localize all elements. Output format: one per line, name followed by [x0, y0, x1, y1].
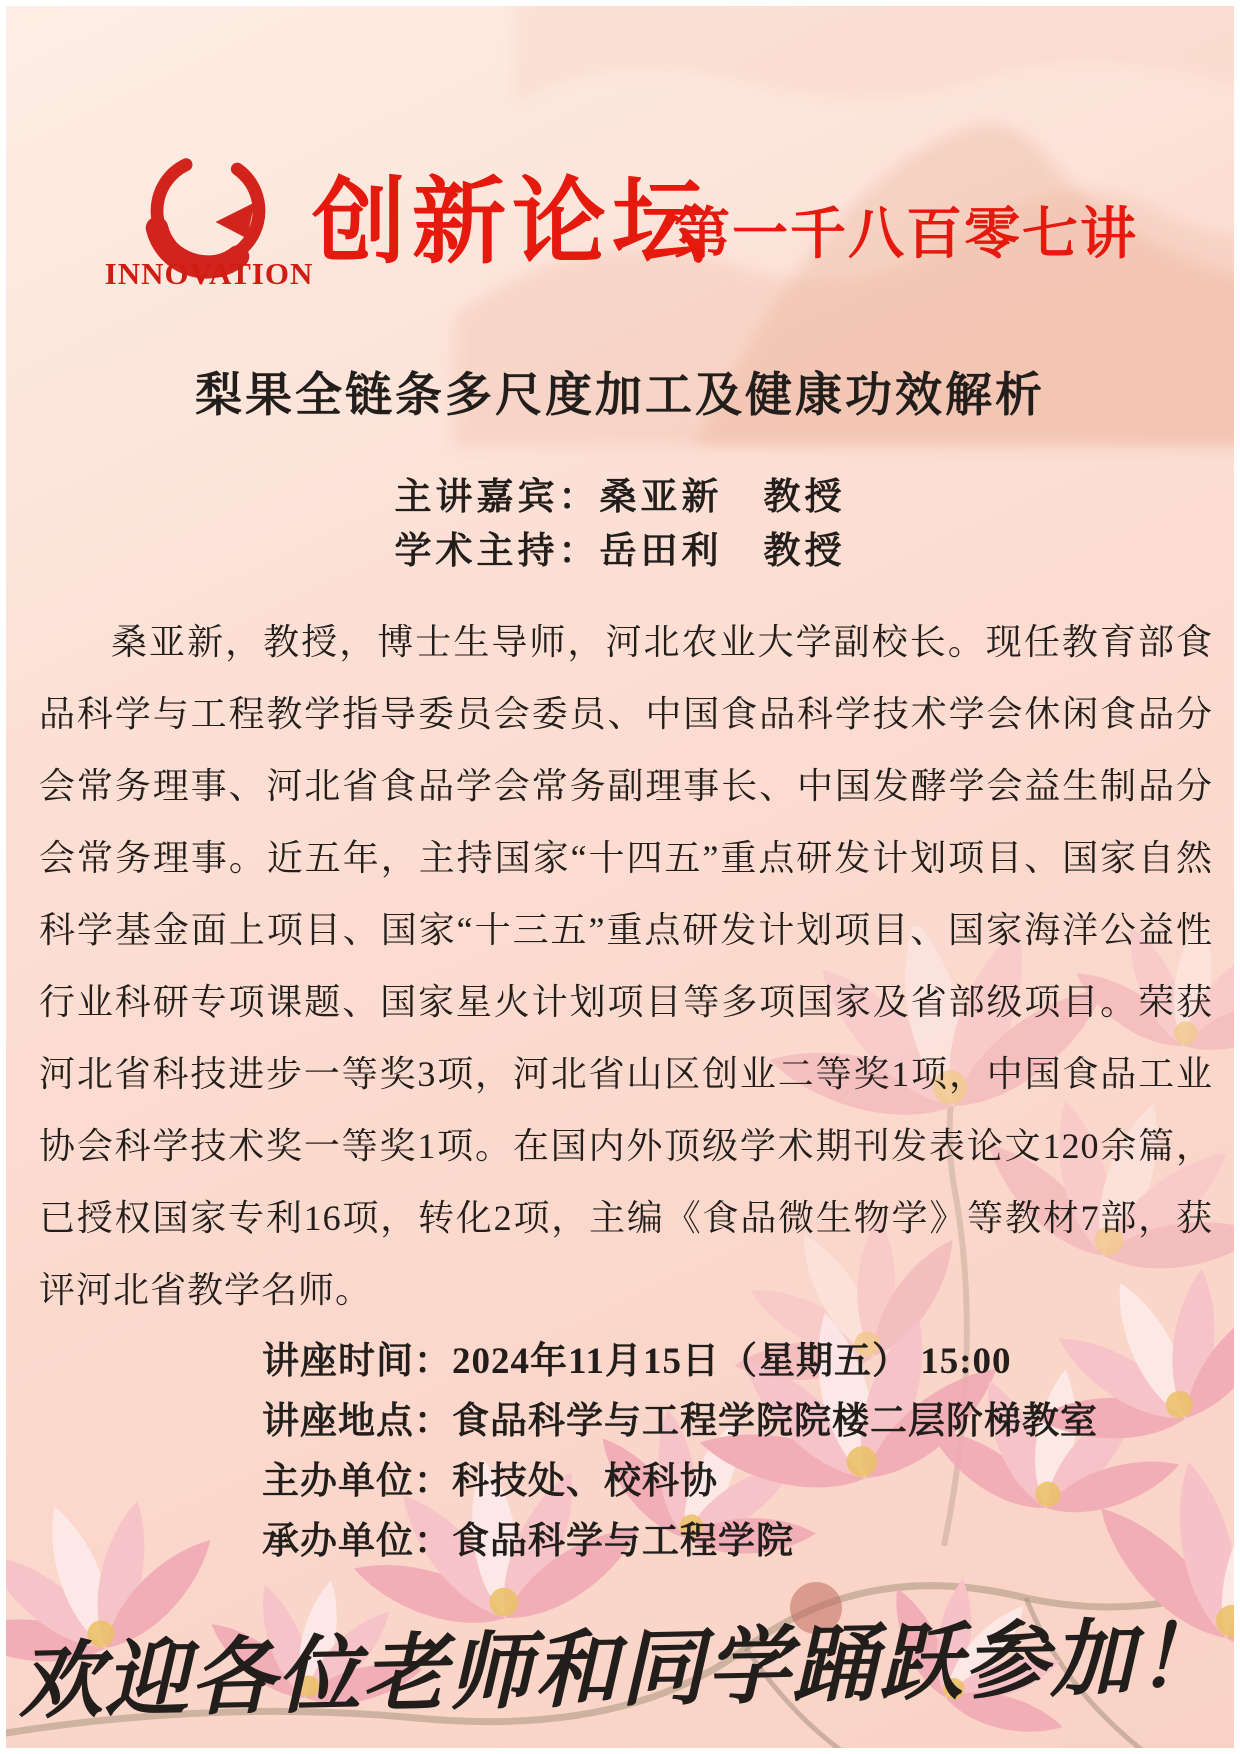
lecture-number: 第一千八百零七讲 — [674, 202, 1138, 265]
detail-organizer: 承办单位：食品科学与工程学院 — [262, 1521, 794, 1562]
logo-text: INNOVATION — [104, 256, 314, 291]
detail-time: 讲座时间：2024年11月15日（星期五） 15:00 — [262, 1341, 1012, 1382]
welcome-calligraphy: 欢迎各位老师和同学踊跃参加！ — [17, 1611, 1224, 1730]
detail-host-org: 主办单位：科技处、校科协 — [262, 1461, 718, 1502]
lecture-title: 梨果全链条多尺度加工及健康功效解析 — [195, 370, 1045, 422]
forum-title: 创新论坛 — [312, 169, 713, 274]
speaker-line: 主讲嘉宾：桑亚新 教授 — [394, 477, 846, 518]
detail-location: 讲座地点：食品科学与工程学院院楼二层阶梯教室 — [262, 1401, 1098, 1442]
lecture-details — [262, 1332, 1098, 1572]
host-line: 学术主持：岳田利 教授 — [394, 531, 846, 572]
speaker-bio: 桑亚新，教授，博士生导师，河北农业大学副校长。现任教育部食品科学与工程教学指导委员会委员、中国食品科学技术学会休闲食品分会常务理事、河北省食品学会常务副理事长、中国发酵学会益生制品分会常务理事。近五年，主持国家“十四五”重点研发计划项目、国家自然科学基金面上项目、国家“十三五”重点研发计划项目、国家海洋公益性行业科研专项课题、国家星火计划项目等多项国家及省部级项目。荣获河北省科技进步一等奖3项，河北省山区创业二等奖1项，中国食品工业协会科学技术奖一等奖1项。在国内外顶级学术期刊发表论文120余篇，已授权国家专利16项，转化2项，主编《食品微生物学》等教材7部，获评河北省教学名师。 — [39, 622, 1213, 1310]
